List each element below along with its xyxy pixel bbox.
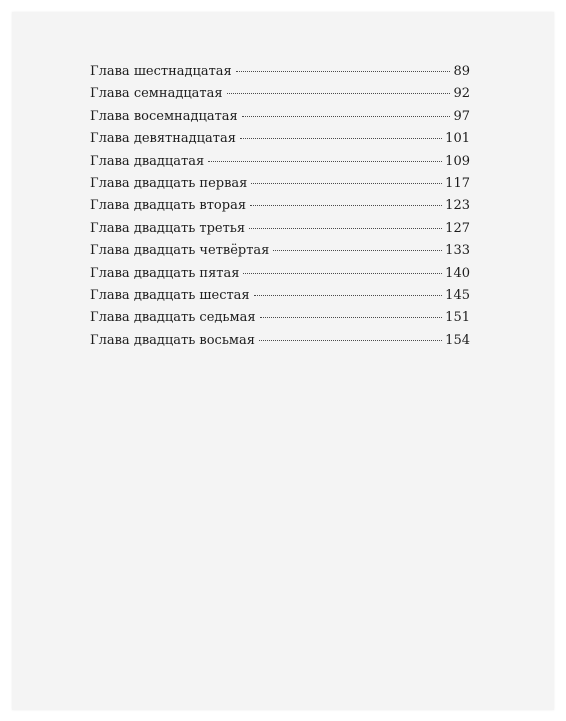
toc-entry-title: Глава двадцать вторая	[90, 198, 247, 214]
toc-entry-page: 127	[445, 220, 470, 236]
book-page	[12, 12, 554, 710]
toc-dot-leader	[240, 138, 442, 139]
toc-entry	[90, 131, 470, 153]
toc-dot-leader	[243, 273, 442, 274]
toc-entry-title: Глава двадцать пятая	[90, 265, 240, 281]
toc-entry	[90, 310, 470, 332]
toc-entry	[90, 288, 470, 310]
toc-entry-title: Глава семнадцатая	[90, 86, 223, 102]
toc-entry-title: Глава двадцать первая	[90, 175, 248, 191]
toc-entry	[90, 64, 470, 86]
toc-dot-leader	[208, 161, 442, 162]
toc-entry-page: 154	[445, 332, 470, 348]
toc-entry-title: Глава двадцать шестая	[90, 287, 250, 303]
toc-entry-title: Глава шестнадцатая	[90, 64, 232, 79]
toc-entry-page: 101	[445, 131, 470, 147]
toc-entry	[90, 198, 470, 220]
toc-entry-title: Глава двадцатая	[90, 153, 205, 169]
toc-entry	[90, 243, 470, 265]
toc-dot-leader	[250, 205, 442, 206]
toc-entry-page: 133	[445, 243, 470, 259]
toc-entry	[90, 176, 470, 198]
toc-dot-leader	[251, 183, 442, 184]
toc-entry-page: 92	[453, 86, 470, 102]
toc-entry-title: Глава двадцать седьмая	[90, 310, 256, 326]
toc-entry-page: 123	[445, 198, 470, 214]
toc-dot-leader	[227, 93, 451, 94]
toc-entry-title: Глава девятнадцатая	[90, 131, 236, 147]
toc-entry-title: Глава двадцать третья	[90, 220, 246, 236]
toc-entry-page: 151	[445, 310, 470, 326]
toc-dot-leader	[236, 71, 451, 72]
toc-entry	[90, 86, 470, 108]
toc-entry	[90, 221, 470, 243]
toc-entry	[90, 154, 470, 176]
toc-dot-leader	[273, 250, 442, 251]
toc-dot-leader	[249, 228, 442, 229]
toc-entry	[90, 266, 470, 288]
toc-entry-page: 140	[445, 265, 470, 281]
toc-entry-title: Глава восемнадцатая	[90, 108, 238, 124]
toc-entry-page: 109	[445, 153, 470, 169]
toc-entry	[90, 109, 470, 131]
toc-entry-title: Глава двадцать восьмая	[90, 332, 255, 348]
toc-dot-leader	[242, 116, 451, 117]
toc-dot-leader	[259, 340, 442, 341]
toc-dot-leader	[260, 317, 443, 318]
toc-entry	[90, 333, 470, 355]
toc-entry-page: 145	[445, 287, 470, 303]
toc-entry-page: 117	[445, 175, 470, 191]
toc-dot-leader	[254, 295, 443, 296]
table-of-contents	[90, 64, 470, 355]
toc-entry-page: 97	[453, 108, 470, 124]
toc-entry-title: Глава двадцать четвёртая	[90, 243, 270, 259]
toc-entry-page: 89	[453, 64, 470, 79]
